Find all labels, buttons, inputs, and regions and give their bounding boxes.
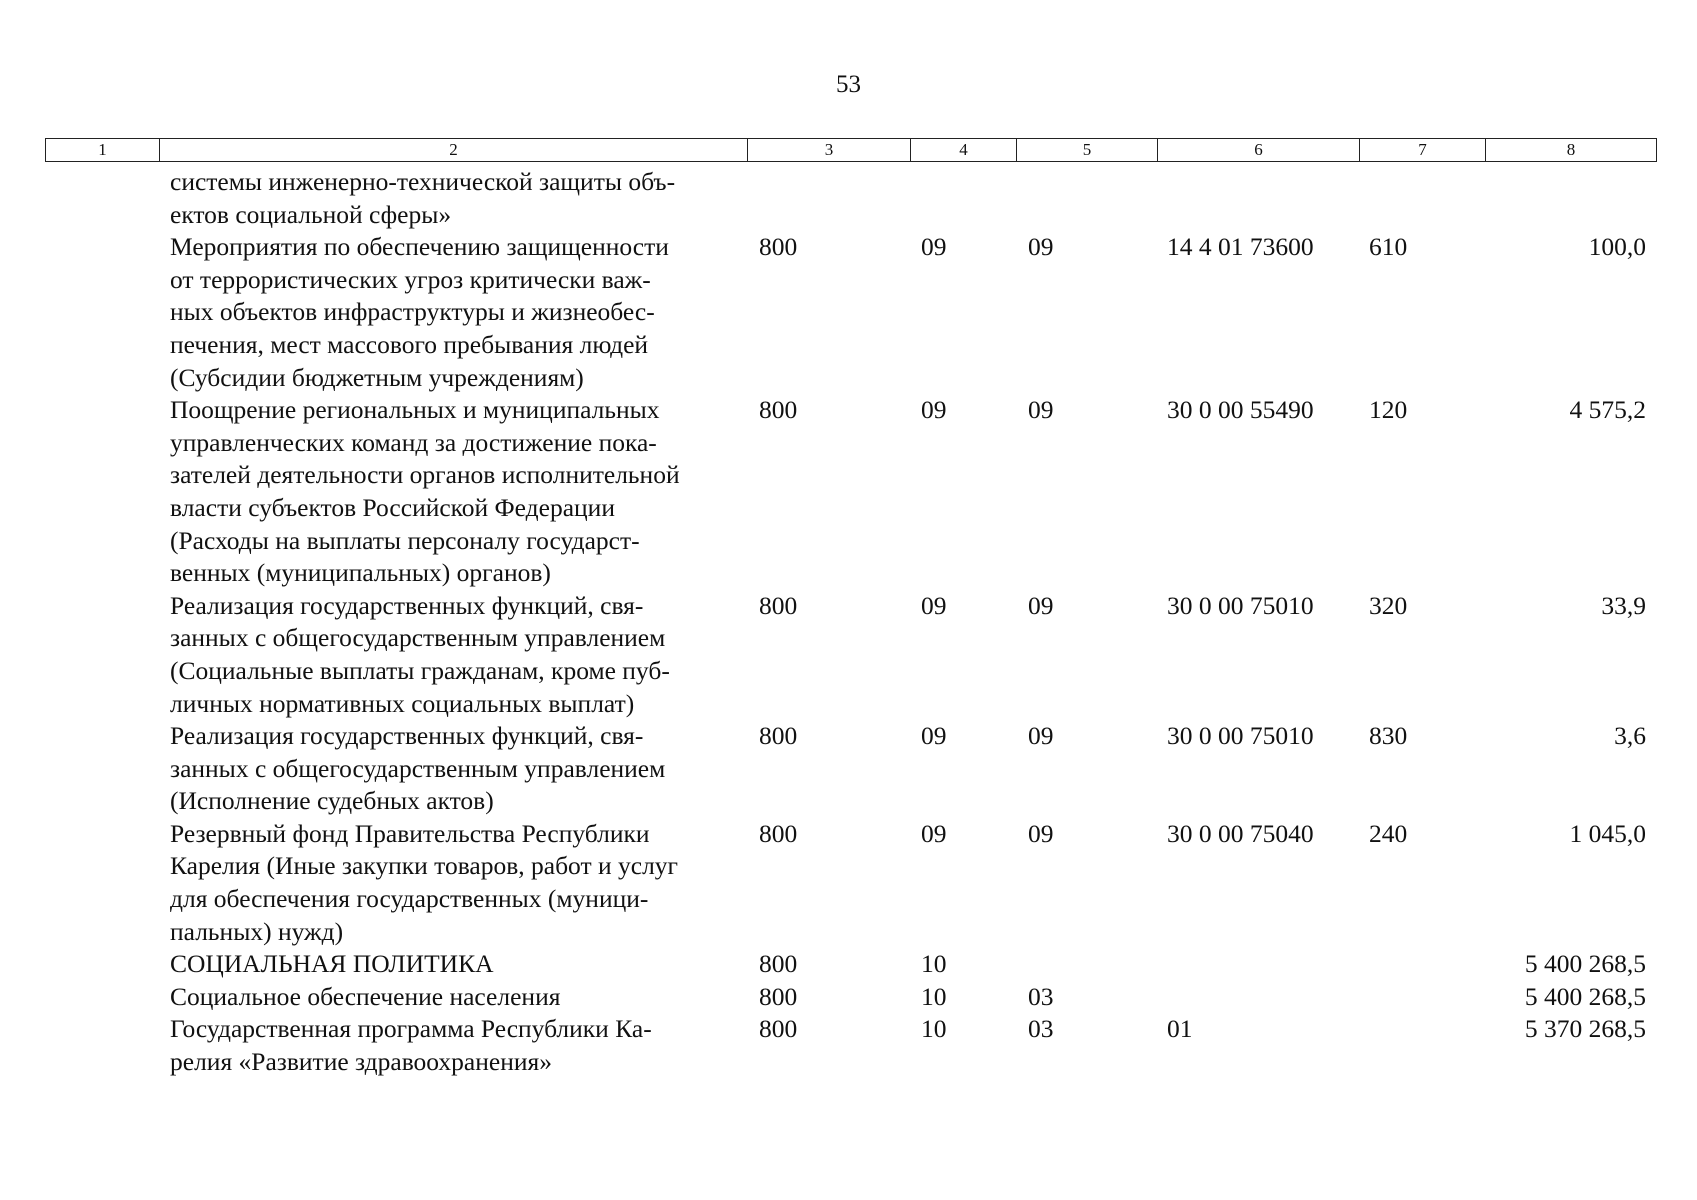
- header-col-7: 7: [1360, 139, 1486, 161]
- header-col-3: 3: [748, 139, 911, 161]
- row-target-code: 30 0 00 55490: [1167, 395, 1314, 425]
- table-body: [0, 166, 1697, 1079]
- row-amount: 5 400 268,5: [1524, 981, 1646, 1011]
- row-section-code: 09: [921, 721, 947, 751]
- row-section-code: 09: [921, 232, 947, 262]
- row-subsection-code: 09: [1028, 818, 1054, 848]
- table-header: [45, 138, 1657, 162]
- row-description: СОЦИАЛЬНАЯ ПОЛИТИКА: [170, 949, 494, 979]
- header-col-5: 5: [1017, 139, 1158, 161]
- row-subsection-code: 09: [1028, 395, 1054, 425]
- row-expense-kind: 610: [1369, 232, 1408, 262]
- header-col-6: 6: [1158, 139, 1360, 161]
- row-description: Поощрение региональных и муниципальных управленческих команд за достижение пока- зателей деятельности органов исполнительной власти субъектов Российской Федерации (Расходы на выплаты персоналу государст- венных (муниципальных) органов): [170, 395, 680, 588]
- row-description: Государственная программа Республики Ка- релия «Развитие здравоохранения»: [170, 1014, 652, 1077]
- row-target-code: 30 0 00 75010: [1167, 590, 1314, 620]
- row-ministry-code: 800: [759, 1014, 798, 1044]
- row-description: Реализация государственных функций, свя- занных с общегосударственным управлением (Исполнение судебных актов): [170, 721, 666, 816]
- row-subsection-code: 09: [1028, 232, 1054, 262]
- row-description: системы инженерно-технической защиты объ- ектов социальной сферы»: [170, 167, 676, 229]
- row-section-code: 10: [921, 1014, 947, 1044]
- header-col-2: 2: [160, 139, 748, 161]
- row-section-code: 09: [921, 395, 947, 425]
- table-row: [0, 394, 1697, 590]
- row-expense-kind: 830: [1369, 721, 1408, 751]
- table-row: [0, 231, 1697, 394]
- row-expense-kind: 120: [1369, 395, 1408, 425]
- row-ministry-code: 800: [759, 981, 798, 1011]
- row-ministry-code: 800: [759, 949, 798, 979]
- row-target-code: 30 0 00 75040: [1167, 818, 1314, 848]
- table-row: [0, 590, 1697, 720]
- row-amount: 1 045,0: [1569, 818, 1646, 848]
- row-target-code: 14 4 01 73600: [1167, 232, 1314, 262]
- row-description: Социальное обеспечение населения: [170, 981, 561, 1011]
- table-row: [0, 166, 1697, 231]
- table-row: [0, 1013, 1697, 1078]
- row-subsection-code: 09: [1028, 590, 1054, 620]
- row-section-code: 10: [921, 949, 947, 979]
- row-amount: 5 370 268,5: [1524, 1014, 1646, 1044]
- row-ministry-code: 800: [759, 395, 798, 425]
- header-col-8: 8: [1566, 140, 1576, 159]
- table-row: [0, 720, 1697, 818]
- row-subsection-code: 03: [1028, 1014, 1054, 1044]
- row-amount: 4 575,2: [1569, 395, 1646, 425]
- row-target-code: 01: [1167, 1014, 1193, 1044]
- row-ministry-code: 800: [759, 590, 798, 620]
- row-description: Мероприятия по обеспечению защищенности от террористических угроз критически важ- ных объектов инфраструктуры и жизнеобес- печения, мест массового пребывания людей (Субсидии бюджетным учреждениям): [170, 232, 669, 392]
- header-col-4: 4: [911, 139, 1017, 161]
- row-amount: 5 400 268,5: [1524, 949, 1646, 979]
- row-ministry-code: 800: [759, 721, 798, 751]
- row-section-code: 09: [921, 590, 947, 620]
- row-expense-kind: 240: [1369, 818, 1408, 848]
- table-row: [0, 948, 1697, 981]
- row-subsection-code: 09: [1028, 721, 1054, 751]
- table-row: [0, 981, 1697, 1014]
- table-row: [0, 818, 1697, 948]
- row-amount: 33,9: [1601, 590, 1646, 620]
- row-subsection-code: 03: [1028, 981, 1054, 1011]
- row-ministry-code: 800: [759, 232, 798, 262]
- row-expense-kind: 320: [1369, 590, 1408, 620]
- row-ministry-code: 800: [759, 818, 798, 848]
- row-target-code: 30 0 00 75010: [1167, 721, 1314, 751]
- header-col-1: 1: [46, 139, 160, 161]
- row-amount: 3,6: [1614, 721, 1646, 751]
- row-description: Резервный фонд Правительства Республики Карелия (Иные закупки товаров, работ и услуг для обеспечения государственных (муници- пальных) нужд): [170, 818, 679, 946]
- page-number: 53: [836, 71, 861, 98]
- row-section-code: 10: [921, 981, 947, 1011]
- row-description: Реализация государственных функций, свя- занных с общегосударственным управлением (Социальные выплаты гражданам, кроме пуб- личных нормативных социальных выплат): [170, 590, 670, 718]
- row-section-code: 09: [921, 818, 947, 848]
- row-amount: 100,0: [1588, 232, 1646, 262]
